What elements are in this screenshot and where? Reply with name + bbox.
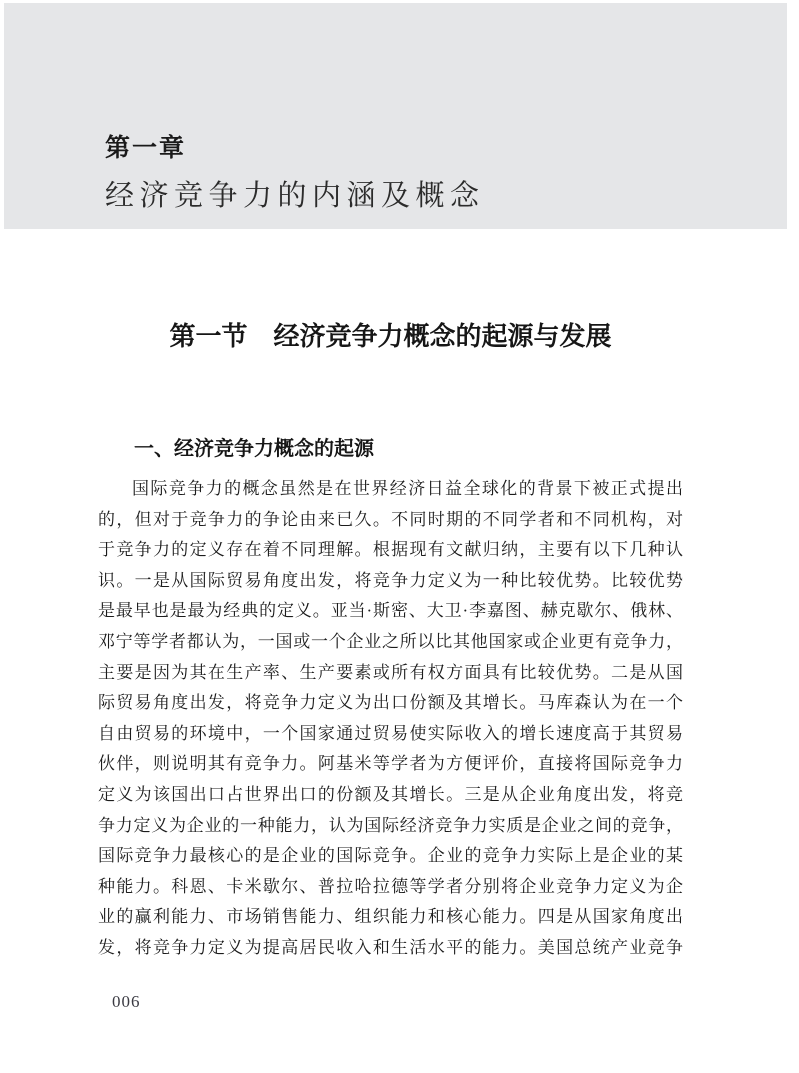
chapter-title: 经济竞争力的内涵及概念 <box>105 180 485 212</box>
body-text-line: 发，将竞争力定义为提高居民收入和生活水平的能力。美国总统产业竞争 <box>98 937 683 957</box>
body-text-line: 伙伴，则说明其有竞争力。阿基米等学者为方便评价，直接将国际竞争力 <box>98 754 683 774</box>
chapter-header-band <box>4 3 787 229</box>
body-text-line: 邓宁等学者都认为，一国或一个企业之所以比其他国家或企业更有竞争力， <box>98 631 683 651</box>
body-text-line: 定义为该国出口占世界出口的份额及其增长。三是从企业角度出发，将竞 <box>98 784 683 804</box>
body-text-line: 国际竞争力最核心的是企业的国际竞争。企业的竞争力实际上是企业的某 <box>98 846 683 866</box>
body-text-line: 国际竞争力的概念虽然是在世界经济日益全球化的背景下被正式提出 <box>132 479 683 498</box>
body-paragraph <box>98 474 683 964</box>
body-text-line: 是最早也是最为经典的定义。亚当·斯密、大卫·李嘉图、赫克歇尔、俄林、 <box>98 601 683 621</box>
body-text-line: 主要是因为其在生产率、生产要素或所有权方面具有比较优势。二是从国 <box>98 662 683 682</box>
section-number: 第一节 <box>169 322 248 351</box>
chapter-number: 第一章 <box>105 135 187 162</box>
body-text-line: 于竞争力的定义存在着不同理解。根据现有文献归纳，主要有以下几种认 <box>98 540 683 560</box>
section-title <box>98 321 683 354</box>
body-text-line: 识。一是从国际贸易角度出发，将竞争力定义为一种比较优势。比较优势 <box>98 570 683 590</box>
body-text-line: 种能力。科恩、卡米歇尔、普拉哈拉德等学者分别将企业竞争力定义为企 <box>98 876 683 896</box>
body-text-line: 争力定义为企业的一种能力，认为国际经济竞争力实质是企业之间的竞争， <box>98 815 683 835</box>
subsection-heading: 一、经济竞争力概念的起源 <box>134 438 374 460</box>
body-text-line: 的，但对于竞争力的争论由来已久。不同时期的不同学者和不同机构，对 <box>98 509 683 529</box>
body-text-line: 际贸易角度出发，将竞争力定义为出口份额及其增长。马库森认为在一个 <box>98 693 683 713</box>
body-text-line: 自由贸易的环境中，一个国家通过贸易使实际收入的增长速度高于其贸易 <box>98 723 683 743</box>
page-number: 006 <box>112 992 141 1011</box>
body-text-line: 业的赢利能力、市场销售能力、组织能力和核心能力。四是从国家角度出 <box>98 907 683 927</box>
section-name: 经济竞争力概念的起源与发展 <box>273 322 612 351</box>
